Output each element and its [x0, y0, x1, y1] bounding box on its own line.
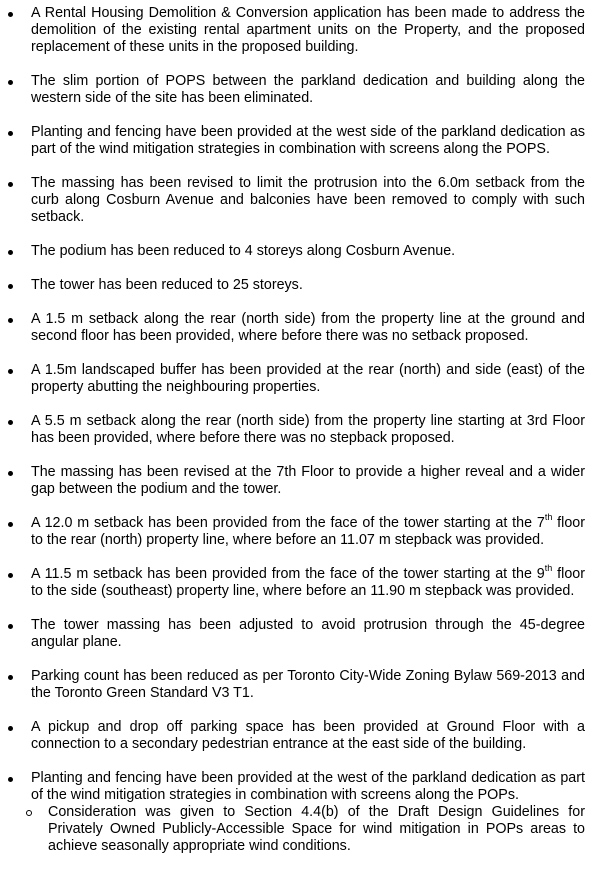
- list-item: [0, 362, 599, 396]
- list-item: [0, 413, 599, 447]
- list-item: [0, 124, 599, 158]
- bullet-icon: [8, 471, 13, 476]
- bullet-icon: [8, 573, 13, 578]
- bullet-icon: [8, 675, 13, 680]
- sub-list-item: [0, 804, 585, 855]
- list-item-text: A Rental Housing Demolition & Conversion application has been made to address the demolition of the existing rental apartment units on the Property, and the proposed replacement of these units in the proposed building.: [31, 5, 585, 55]
- list-item: [0, 243, 599, 260]
- list-item: [0, 464, 599, 498]
- list-item-text-start: A 11.5 m setback has been provided from the face of the tower starting at the 9: [31, 566, 545, 582]
- ordinal-suffix: th: [544, 563, 553, 574]
- bullet-icon: [8, 522, 13, 527]
- list-item-text-end: floor to the rear (north) property line, where before an 11.07 m stepback was provided.: [31, 515, 585, 548]
- list-item-text: A 1.5 m setback along the rear (north side) from the property line at the ground and second floor has been provided, where before there was no setback proposed.: [31, 311, 585, 344]
- list-item: [0, 719, 599, 753]
- list-item-text: A 5.5 m setback along the rear (north side) from the property line starting at 3rd Floor has been provided, where before there was no stepback proposed.: [31, 413, 585, 446]
- list-item-text: The tower massing has been adjusted to avoid protrusion through the 45-degree angular plane.: [31, 617, 585, 650]
- ordinal-suffix: th: [544, 512, 553, 523]
- sub-list: [31, 804, 585, 855]
- list-item-text: Parking count has been reduced as per Toronto City-Wide Zoning Bylaw 569-2013 and the Toronto Green Standard V3 T1.: [31, 668, 585, 701]
- list-item-text: The podium has been reduced to 4 storeys along Cosburn Avenue.: [31, 243, 456, 259]
- bullet-icon: [8, 182, 13, 187]
- bullet-icon: [8, 250, 13, 255]
- list-item: [0, 277, 599, 294]
- list-item: [0, 73, 599, 107]
- hollow-bullet-icon: [26, 810, 32, 816]
- list-item-text: [31, 512, 585, 548]
- list-item-text: The tower has been reduced to 25 storeys.: [31, 277, 303, 293]
- bullet-icon: [8, 284, 13, 289]
- list-item-text: The slim portion of POPS between the parkland dedication and building along the western side of the site has been eliminated.: [31, 73, 585, 106]
- list-item-text: The massing has been revised at the 7th Floor to provide a higher reveal and a wider gap between the podium and the tower.: [31, 464, 585, 497]
- list-item: [0, 668, 599, 702]
- bullet-icon: [8, 726, 13, 731]
- list-item: [0, 5, 599, 56]
- list-item: [0, 770, 599, 855]
- sub-list-item-text: Consideration was given to Section 4.4(b) of the Draft Design Guidelines for Privately Owned Publicly-Accessible Space for wind mitigation in POPs areas to achieve seasonally appropriate wind conditions.: [48, 804, 585, 854]
- list-item-text: Planting and fencing have been provided at the west of the parkland dedication as part of the wind mitigation strategies in combination with screens along the POPs.: [31, 770, 585, 803]
- list-item-text: A 1.5m landscaped buffer has been provided at the rear (north) and side (east) of the property abutting the neighbouring properties.: [31, 362, 585, 395]
- bullet-icon: [8, 12, 13, 17]
- bullet-icon: [8, 369, 13, 374]
- bullet-icon: [8, 777, 13, 782]
- list-item: [0, 175, 599, 226]
- list-item: [0, 563, 599, 600]
- bullet-icon: [8, 420, 13, 425]
- bullet-list: [0, 5, 599, 872]
- list-item-text: Planting and fencing have been provided at the west side of the parkland dedication as part of the wind mitigation strategies in combination with screens along the POPS.: [31, 124, 585, 157]
- bullet-icon: [8, 80, 13, 85]
- list-item-text: A pickup and drop off parking space has been provided at Ground Floor with a connection to a secondary pedestrian entrance at the east side of the building.: [31, 719, 585, 752]
- list-item: [0, 311, 599, 345]
- bullet-icon: [8, 624, 13, 629]
- list-item-text: The massing has been revised to limit the protrusion into the 6.0m setback from the curb along Cosburn Avenue and balconies have been removed to comply with such setback.: [31, 175, 585, 225]
- list-item-text: [31, 563, 585, 599]
- list-item: [0, 617, 599, 651]
- list-item: [0, 512, 599, 549]
- list-item-text-end: floor to the side (southeast) property line, where before an 11.90 m stepback was provided.: [31, 566, 585, 599]
- list-item-text-start: A 12.0 m setback has been provided from the face of the tower starting at the 7: [31, 515, 545, 531]
- bullet-icon: [8, 318, 13, 323]
- bullet-icon: [8, 131, 13, 136]
